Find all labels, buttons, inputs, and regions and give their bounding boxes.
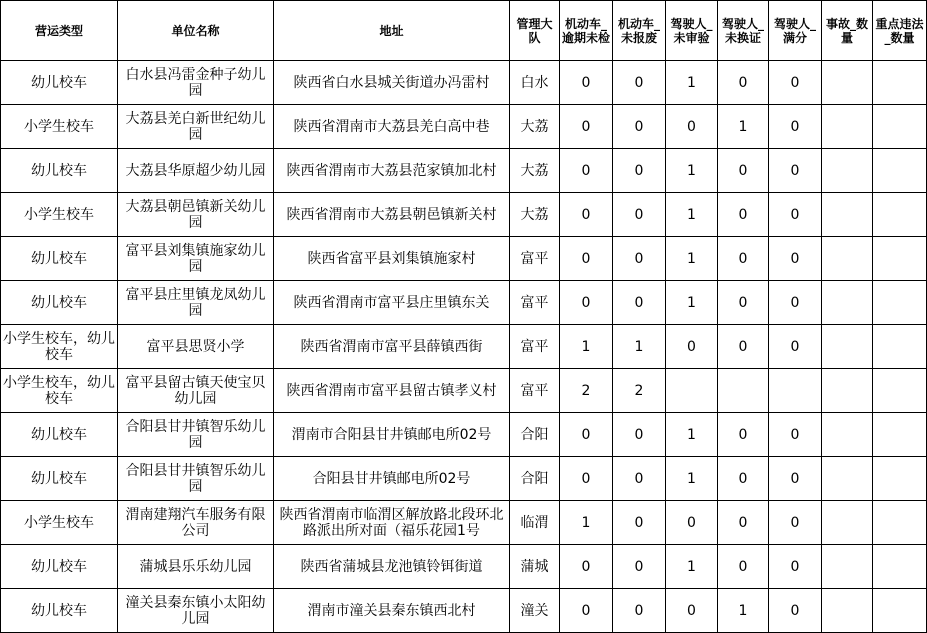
- cell-address: 陕西省白水县城关街道办冯雷村: [274, 61, 510, 105]
- cell-key-violation-count: [873, 325, 927, 369]
- cell-unit-name: 白水县冯雷金种子幼儿园: [118, 61, 274, 105]
- cell-address: 陕西省渭南市富平县薛镇西街: [274, 325, 510, 369]
- cell-driver-full-points: 0: [769, 325, 822, 369]
- cell-driver-not-reviewed: 0: [666, 325, 718, 369]
- cell-vehicle-not-scrapped: 0: [613, 501, 666, 545]
- cell-driver-license-not-renewed: 1: [718, 589, 769, 633]
- cell-vehicle-overdue-inspection: 0: [560, 61, 613, 105]
- table-row: [1, 325, 927, 369]
- cell-vehicle-overdue-inspection: 0: [560, 105, 613, 149]
- cell-address: 渭南市合阳县甘井镇邮电所02号: [274, 413, 510, 457]
- cell-unit-name: 潼关县秦东镇小太阳幼儿园: [118, 589, 274, 633]
- cell-accident-count: [822, 589, 873, 633]
- cell-brigade: 合阳: [510, 413, 560, 457]
- cell-brigade: 蒲城: [510, 545, 560, 589]
- cell-brigade: 合阳: [510, 457, 560, 501]
- cell-vehicle-overdue-inspection: 0: [560, 237, 613, 281]
- cell-vehicle-not-scrapped: 2: [613, 369, 666, 413]
- cell-unit-name: 大荔县华原超少幼儿园: [118, 149, 274, 193]
- cell-driver-license-not-renewed: 1: [718, 105, 769, 149]
- cell-operation-type: 幼儿校车: [1, 413, 118, 457]
- cell-driver-license-not-renewed: 0: [718, 325, 769, 369]
- cell-operation-type: 小学生校车，幼儿校车: [1, 369, 118, 413]
- cell-key-violation-count: [873, 369, 927, 413]
- header-unit-name: 单位名称: [118, 1, 274, 61]
- cell-vehicle-overdue-inspection: 0: [560, 457, 613, 501]
- table-row: [1, 413, 927, 457]
- cell-operation-type: 幼儿校车: [1, 457, 118, 501]
- header-management-brigade: 管理大队: [510, 1, 560, 61]
- cell-driver-not-reviewed: 0: [666, 501, 718, 545]
- cell-driver-full-points: 0: [769, 105, 822, 149]
- cell-key-violation-count: [873, 105, 927, 149]
- table-row: [1, 237, 927, 281]
- header-operation-type: 营运类型: [1, 1, 118, 61]
- header-driver-full-points: 驾驶人_满分: [769, 1, 822, 61]
- cell-driver-full-points: 0: [769, 545, 822, 589]
- cell-key-violation-count: [873, 501, 927, 545]
- cell-brigade: 大荔: [510, 149, 560, 193]
- cell-key-violation-count: [873, 545, 927, 589]
- header-accident-count: 事故_数量: [822, 1, 873, 61]
- cell-unit-name: 合阳县甘井镇智乐幼儿园: [118, 413, 274, 457]
- cell-vehicle-not-scrapped: 1: [613, 325, 666, 369]
- cell-vehicle-not-scrapped: 0: [613, 237, 666, 281]
- cell-driver-license-not-renewed: 0: [718, 545, 769, 589]
- cell-driver-full-points: 0: [769, 149, 822, 193]
- header-vehicle-overdue-inspection: 机动车_逾期未检: [560, 1, 613, 61]
- header-address: 地址: [274, 1, 510, 61]
- cell-vehicle-not-scrapped: 0: [613, 193, 666, 237]
- table-row: [1, 193, 927, 237]
- header-vehicle-not-scrapped: 机动车_未报废: [613, 1, 666, 61]
- cell-driver-license-not-renewed: 0: [718, 237, 769, 281]
- cell-operation-type: 幼儿校车: [1, 545, 118, 589]
- cell-vehicle-overdue-inspection: 0: [560, 589, 613, 633]
- cell-driver-not-reviewed: 0: [666, 589, 718, 633]
- cell-brigade: 白水: [510, 61, 560, 105]
- table-row: [1, 149, 927, 193]
- cell-address: 陕西省渭南市大荔县朝邑镇新关村: [274, 193, 510, 237]
- cell-address: 陕西省蒲城县龙池镇铃铒街道: [274, 545, 510, 589]
- cell-unit-name: 富平县留古镇天使宝贝幼儿园: [118, 369, 274, 413]
- cell-driver-not-reviewed: 1: [666, 237, 718, 281]
- cell-address: 陕西省渭南市大荔县范家镇加北村: [274, 149, 510, 193]
- cell-unit-name: 富平县思贤小学: [118, 325, 274, 369]
- cell-driver-license-not-renewed: 0: [718, 501, 769, 545]
- cell-accident-count: [822, 193, 873, 237]
- cell-accident-count: [822, 369, 873, 413]
- cell-driver-not-reviewed: 1: [666, 149, 718, 193]
- header-driver-not-reviewed: 驾驶人_未审验: [666, 1, 718, 61]
- cell-accident-count: [822, 149, 873, 193]
- cell-vehicle-not-scrapped: 0: [613, 589, 666, 633]
- table-row: [1, 545, 927, 589]
- table-row: [1, 105, 927, 149]
- cell-key-violation-count: [873, 457, 927, 501]
- cell-driver-full-points: 0: [769, 193, 822, 237]
- cell-vehicle-overdue-inspection: 1: [560, 325, 613, 369]
- cell-driver-license-not-renewed: [718, 369, 769, 413]
- cell-vehicle-not-scrapped: 0: [613, 413, 666, 457]
- cell-address: 陕西省渭南市临渭区解放路北段环北路派出所对面（福乐花园1号: [274, 501, 510, 545]
- cell-brigade: 富平: [510, 281, 560, 325]
- table-row: [1, 369, 927, 413]
- cell-driver-not-reviewed: 1: [666, 413, 718, 457]
- cell-brigade: 富平: [510, 237, 560, 281]
- cell-unit-name: 富平县庄里镇龙凤幼儿园: [118, 281, 274, 325]
- cell-brigade: 潼关: [510, 589, 560, 633]
- cell-vehicle-not-scrapped: 0: [613, 281, 666, 325]
- cell-address: 渭南市潼关县秦东镇西北村: [274, 589, 510, 633]
- cell-driver-not-reviewed: 1: [666, 457, 718, 501]
- cell-address: 陕西省渭南市富平县庄里镇东关: [274, 281, 510, 325]
- cell-driver-full-points: [769, 369, 822, 413]
- cell-accident-count: [822, 281, 873, 325]
- cell-driver-full-points: 0: [769, 237, 822, 281]
- cell-driver-full-points: 0: [769, 501, 822, 545]
- cell-operation-type: 小学生校车: [1, 501, 118, 545]
- cell-vehicle-not-scrapped: 0: [613, 545, 666, 589]
- cell-vehicle-overdue-inspection: 1: [560, 501, 613, 545]
- cell-driver-license-not-renewed: 0: [718, 61, 769, 105]
- cell-accident-count: [822, 237, 873, 281]
- header-driver-license-not-renewed: 驾驶人_未换证: [718, 1, 769, 61]
- cell-key-violation-count: [873, 61, 927, 105]
- cell-address: 陕西省富平县刘集镇施家村: [274, 237, 510, 281]
- cell-operation-type: 小学生校车: [1, 105, 118, 149]
- cell-operation-type: 小学生校车，幼儿校车: [1, 325, 118, 369]
- cell-address: 陕西省渭南市富平县留古镇孝义村: [274, 369, 510, 413]
- cell-operation-type: 小学生校车: [1, 193, 118, 237]
- table-row: [1, 457, 927, 501]
- cell-driver-not-reviewed: 1: [666, 281, 718, 325]
- cell-driver-not-reviewed: 0: [666, 105, 718, 149]
- cell-key-violation-count: [873, 413, 927, 457]
- cell-driver-license-not-renewed: 0: [718, 193, 769, 237]
- cell-vehicle-not-scrapped: 0: [613, 457, 666, 501]
- cell-brigade: 大荔: [510, 105, 560, 149]
- cell-brigade: 富平: [510, 325, 560, 369]
- cell-brigade: 临渭: [510, 501, 560, 545]
- cell-key-violation-count: [873, 237, 927, 281]
- cell-operation-type: 幼儿校车: [1, 61, 118, 105]
- cell-vehicle-not-scrapped: 0: [613, 61, 666, 105]
- cell-vehicle-overdue-inspection: 0: [560, 281, 613, 325]
- cell-key-violation-count: [873, 281, 927, 325]
- cell-driver-license-not-renewed: 0: [718, 457, 769, 501]
- cell-unit-name: 渭南建翔汽车服务有限公司: [118, 501, 274, 545]
- header-row: [1, 1, 927, 61]
- table-row: [1, 501, 927, 545]
- cell-driver-license-not-renewed: 0: [718, 281, 769, 325]
- cell-operation-type: 幼儿校车: [1, 237, 118, 281]
- cell-operation-type: 幼儿校车: [1, 589, 118, 633]
- cell-accident-count: [822, 413, 873, 457]
- cell-accident-count: [822, 61, 873, 105]
- cell-driver-full-points: 0: [769, 61, 822, 105]
- cell-driver-license-not-renewed: 0: [718, 149, 769, 193]
- cell-accident-count: [822, 501, 873, 545]
- cell-vehicle-overdue-inspection: 2: [560, 369, 613, 413]
- cell-vehicle-not-scrapped: 0: [613, 105, 666, 149]
- cell-accident-count: [822, 545, 873, 589]
- cell-vehicle-overdue-inspection: 0: [560, 149, 613, 193]
- table-row: [1, 281, 927, 325]
- cell-operation-type: 幼儿校车: [1, 149, 118, 193]
- cell-vehicle-overdue-inspection: 0: [560, 545, 613, 589]
- cell-unit-name: 富平县刘集镇施家幼儿园: [118, 237, 274, 281]
- cell-driver-license-not-renewed: 0: [718, 413, 769, 457]
- cell-accident-count: [822, 105, 873, 149]
- cell-driver-not-reviewed: 1: [666, 545, 718, 589]
- cell-brigade: 富平: [510, 369, 560, 413]
- cell-address: 合阳县甘井镇邮电所02号: [274, 457, 510, 501]
- cell-driver-full-points: 0: [769, 281, 822, 325]
- cell-vehicle-not-scrapped: 0: [613, 149, 666, 193]
- cell-driver-full-points: 0: [769, 457, 822, 501]
- header-key-violation-count: 重点违法_数量: [873, 1, 927, 61]
- cell-unit-name: 大荔县羌白新世纪幼儿园: [118, 105, 274, 149]
- cell-unit-name: 蒲城县乐乐幼儿园: [118, 545, 274, 589]
- cell-key-violation-count: [873, 149, 927, 193]
- cell-driver-not-reviewed: [666, 369, 718, 413]
- cell-address: 陕西省渭南市大荔县羌白高中巷: [274, 105, 510, 149]
- cell-key-violation-count: [873, 193, 927, 237]
- cell-brigade: 大荔: [510, 193, 560, 237]
- cell-driver-not-reviewed: 1: [666, 61, 718, 105]
- cell-unit-name: 合阳县甘井镇智乐幼儿园: [118, 457, 274, 501]
- cell-operation-type: 幼儿校车: [1, 281, 118, 325]
- cell-key-violation-count: [873, 589, 927, 633]
- table-row: [1, 61, 927, 105]
- cell-driver-full-points: 0: [769, 589, 822, 633]
- cell-accident-count: [822, 325, 873, 369]
- cell-vehicle-overdue-inspection: 0: [560, 193, 613, 237]
- cell-driver-not-reviewed: 1: [666, 193, 718, 237]
- cell-driver-full-points: 0: [769, 413, 822, 457]
- table-body: [1, 61, 927, 633]
- cell-accident-count: [822, 457, 873, 501]
- cell-unit-name: 大荔县朝邑镇新关幼儿园: [118, 193, 274, 237]
- table-row: [1, 589, 927, 633]
- cell-vehicle-overdue-inspection: 0: [560, 413, 613, 457]
